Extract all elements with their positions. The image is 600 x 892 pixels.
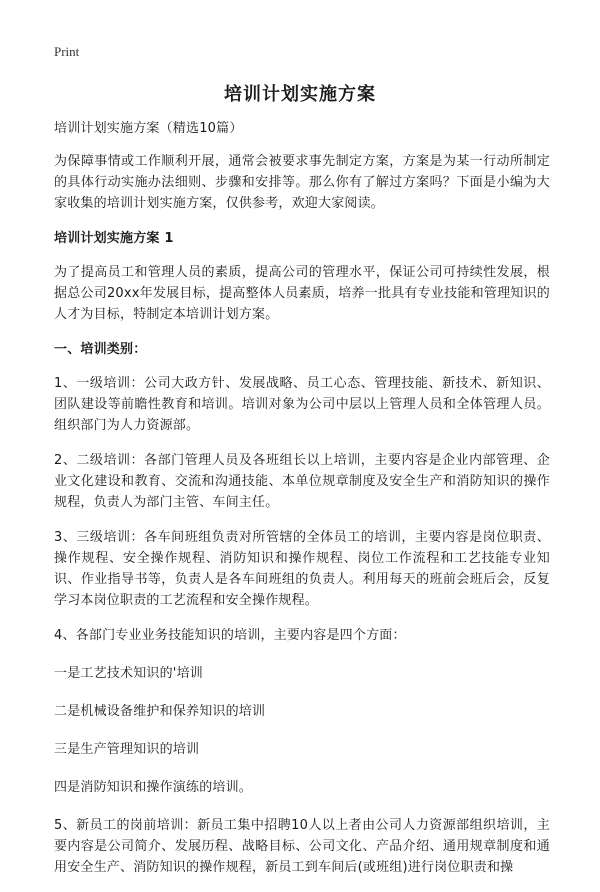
section-intro-paragraph: 为了提高员工和管理人员的素质，提高公司的管理水平，保证公司可持续性发展，根据总公司20xx年发展目标，提高整体人员素质，培养一批具有专业技能和管理知识的人才为目标，特制定本培训计划方案。 [54,265,550,322]
training-item-4-a: 一是工艺技术知识的'培训 [54,666,203,681]
training-item-1: 1、一级培训：公司大政方针、发展战略、员工心态、管理技能、新技术、新知识、团队建设等前瞻性教育和培训。培训对象为公司中层以上管理人员和全体管理人员。组织部门为人力资源部。 [54,376,550,433]
training-item-2: 2、二级培训：各部门管理人员及各班组长以上培训，主要内容是企业内部管理、企业文化建设和教育、交流和沟通技能、本单位规章制度及安全生产和消防知识的操作规程，负责人为部门主管、车间主任。 [54,453,550,510]
category-heading: 一、培训类别： [54,342,147,357]
section-heading: 培训计划实施方案 1 [54,231,174,246]
training-item-3: 3、三级培训：各车间班组负责对所管辖的全体员工的培训，主要内容是岗位职责、操作规程、安全操作规程、消防知识和操作规程、岗位工作流程和工艺技能专业知识、作业指导书等，负责人是各车间班组的负责人。利用每天的班前会班后会，反复学习本岗位职责的工艺流程和安全操作规程。 [54,530,550,608]
training-item-4-b: 二是机械设备维护和保养知识的培训 [54,704,266,719]
document-body [54,118,550,892]
training-item-5: 5、新员工的岗前培训：新员工集中招聘10人以上者由公司人力资源部组织培训，主要内容是公司简介、发展历程、战略目标、公司文化、产品介绍、通用规章制度和通用安全生产、消防知识的操作规程，新员工到车间后(或班组)进行岗位职责和操 [54,818,550,875]
print-label[interactable]: Print [54,44,80,59]
intro-paragraph: 为保障事情或工作顺利开展，通常会被要求事先制定方案，方案是为某一行动所制定的具体行动实施办法细则、步骤和安排等。那么你有了解过方案吗？下面是小编为大家收集的培训计划实施方案，仅供参考，欢迎大家阅读。 [54,154,550,211]
training-item-4: 4、各部门专业业务技能知识的培训，主要内容是四个方面： [54,628,406,643]
page-title: 培训计划实施方案 [224,84,376,105]
document-subtitle: 培训计划实施方案（精选10篇） [54,121,243,136]
training-item-4-c: 三是生产管理知识的培训 [54,742,200,757]
training-item-4-d: 四是消防知识和操作演练的培训。 [54,780,253,795]
